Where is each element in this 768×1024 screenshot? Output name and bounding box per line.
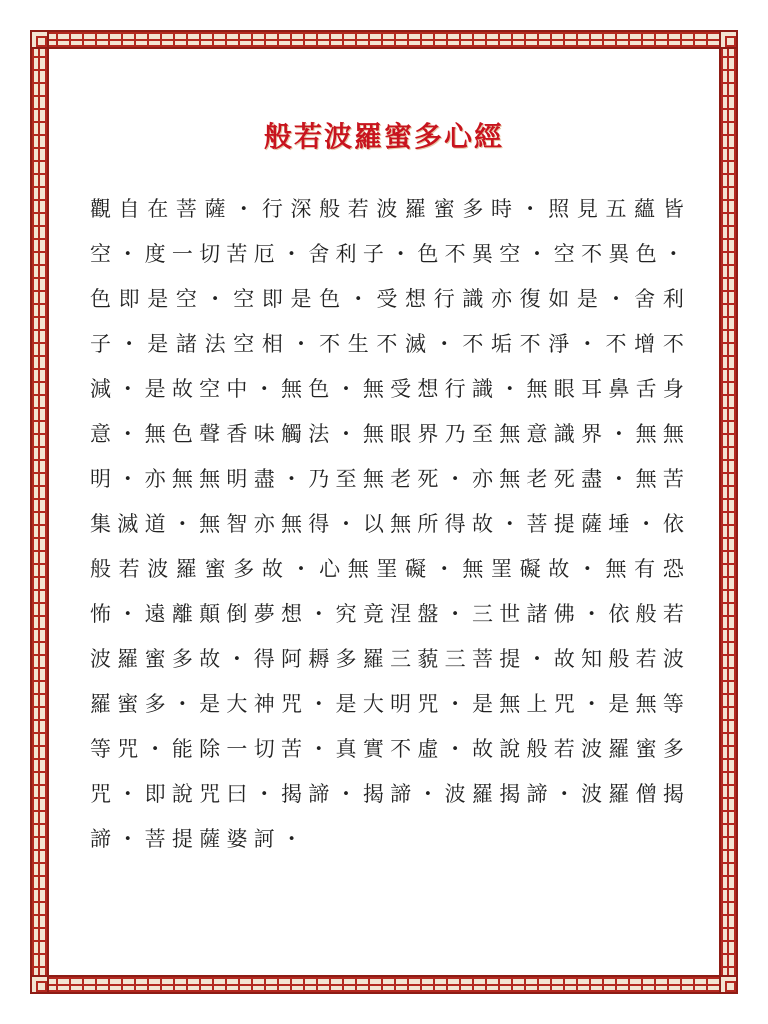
text-line: 諦 ・ 菩 提 薩 婆 訶 ・ [90, 827, 303, 851]
text-line: 空 ・ 度 一 切 苦 厄 ・ 舍 利 子 ・ 色 不 異 空 ・ 空 不 異 色 ・ [90, 242, 684, 266]
text-line: 集 滅 道 ・ 無 智 亦 無 得 ・ 以 無 所 得 故 ・ 菩 提 薩 埵 ・ 依 [90, 512, 684, 536]
corner-bottom-left [30, 975, 49, 994]
border-right [719, 30, 738, 994]
text-line: 波 羅 蜜 多 故 ・ 得 阿 耨 多 羅 三 藐 三 菩 提 ・ 故 知 般 若 波 [90, 647, 684, 671]
text-line: 減 ・ 是 故 空 中 ・ 無 色 ・ 無 受 想 行 識 ・ 無 眼 耳 鼻 舌 身 [90, 377, 684, 401]
text-line: 明 ・ 亦 無 無 明 盡 ・ 乃 至 無 老 死 ・ 亦 無 老 死 盡 ・ 無 苦 [90, 467, 684, 491]
text-line: 怖 ・ 遠 離 顛 倒 夢 想 ・ 究 竟 涅 盤 ・ 三 世 諸 佛 ・ 依 般 若 [90, 602, 684, 626]
text-line: 般 若 波 羅 蜜 多 故 ・ 心 無 罣 礙 ・ 無 罣 礙 故 ・ 無 有 恐 [90, 557, 684, 581]
text-line: 子 ・ 是 諸 法 空 相 ・ 不 生 不 滅 ・ 不 垢 不 淨 ・ 不 增 不 [90, 332, 684, 356]
sutra-title: 般若波羅蜜多心經 [263, 119, 504, 153]
text-line: 觀 自 在 菩 薩 ・ 行 深 般 若 波 羅 蜜 多 時 ・ 照 見 五 蘊 皆 [90, 197, 684, 221]
border-top [30, 30, 738, 49]
text-line: 咒 ・ 即 說 咒 曰 ・ 揭 諦 ・ 揭 諦 ・ 波 羅 揭 諦 ・ 波 羅 僧 揭 [90, 782, 684, 806]
corner-top-left [30, 30, 49, 49]
text-line: 等 咒 ・ 能 除 一 切 苦 ・ 真 實 不 虛 ・ 故 說 般 若 波 羅 蜜 多 [90, 737, 684, 761]
text-line: 意 ・ 無 色 聲 香 味 觸 法 ・ 無 眼 界 乃 至 無 意 識 界 ・ 無 無 [90, 422, 684, 446]
text-line: 羅 蜜 多 ・ 是 大 神 咒 ・ 是 大 明 咒 ・ 是 無 上 咒 ・ 是 無 等 [90, 692, 684, 716]
sutra-text [90, 187, 684, 862]
border-left [30, 30, 49, 994]
border-bottom [30, 975, 738, 994]
corner-top-right [719, 30, 738, 49]
text-line: 色 即 是 空 ・ 空 即 是 色 ・ 受 想 行 識 亦 復 如 是 ・ 舍 利 [90, 287, 684, 311]
corner-bottom-right [719, 975, 738, 994]
